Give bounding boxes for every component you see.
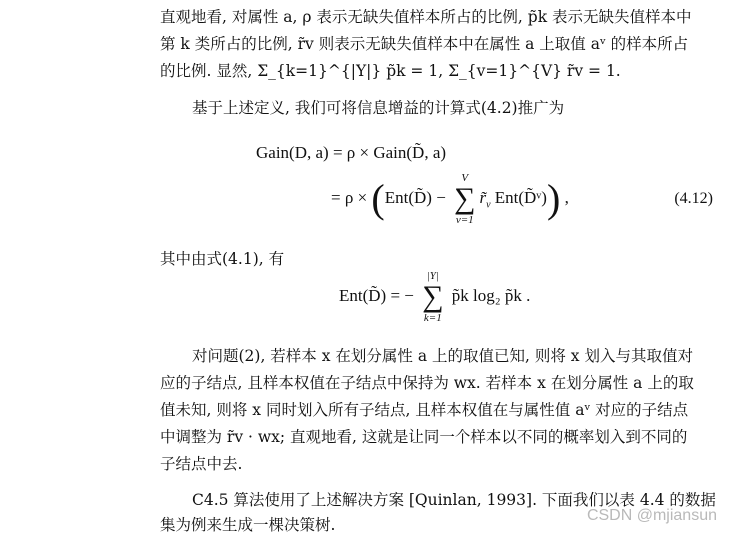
- sum-k: |Y| ∑ k=1: [422, 270, 444, 324]
- sum-k-bottom: k=1: [423, 312, 442, 324]
- para1-line2: 第 k 类所占的比例, r̃v 则表示无缺失值样本中在属性 a 上取值 aᵛ 的样本所占: [160, 35, 689, 53]
- para4-line2: 应的子结点, 且样本权值在子结点中保持为 wx. 若样本 x 在划分属性 a 上的取: [160, 374, 694, 392]
- para3: 其中由式(4.1), 有: [160, 250, 285, 268]
- para4-line3: 值未知, 则将 x 同时划入所有子结点, 且样本权值在与属性值 aᵛ 对应的子结点: [160, 401, 689, 419]
- watermark: CSDN @mjiansun: [586, 507, 717, 524]
- para5-line2: 集为例来生成一棵决策树.: [160, 516, 336, 534]
- sum-v-bottom: v=1: [455, 214, 474, 226]
- para4-line5: 子结点中去.: [160, 455, 243, 473]
- eq412-line2: = ρ × (Ent(D̃) − V ∑ v=1 $r̃_v$ Ent(D̃ᵛ)) ,: [331, 172, 569, 226]
- eq-entropy: [339, 270, 530, 324]
- sum-k-top: |Y|: [426, 270, 439, 282]
- eq412-line1: Gain(D, a) = ρ × Gain(D̃, a): [256, 143, 447, 162]
- para5-line1: C4.5 算法使用了上述解决方案 [Quinlan, 1993]. 下面我们以表 4.4 的数据: [192, 491, 716, 509]
- sum-v: V ∑ v=1: [454, 172, 476, 226]
- eq-entropy-rhs: p̃k log₂ p̃k .: [451, 285, 531, 305]
- para1-line3: 的比例. 显然, Σ_{k=1}^{|Y|} p̃k = 1, Σ_{v=1}^{V} r̃v = 1.: [160, 62, 621, 80]
- para4-line1: 对问题(2), 若样本 x 在划分属性 a 上的取值已知, 则将 x 划入与其取值对: [192, 347, 693, 365]
- equation-number: (4.12): [674, 190, 713, 207]
- para1-line1: 直观地看, 对属性 a, ρ 表示无缺失值样本所占的比例, p̃k 表示无缺失值样本中: [160, 8, 692, 26]
- sum-v-top: V: [461, 172, 469, 184]
- para2: 基于上述定义, 我们可将信息增益的计算式(4.2)推广为: [192, 99, 565, 117]
- eq-entropy-lhs: Ent(D̃) = −: [339, 285, 414, 305]
- para4-line4: 中调整为 r̃v · wx; 直观地看, 这就是让同一个样本以不同的概率划入到不同的: [160, 428, 688, 446]
